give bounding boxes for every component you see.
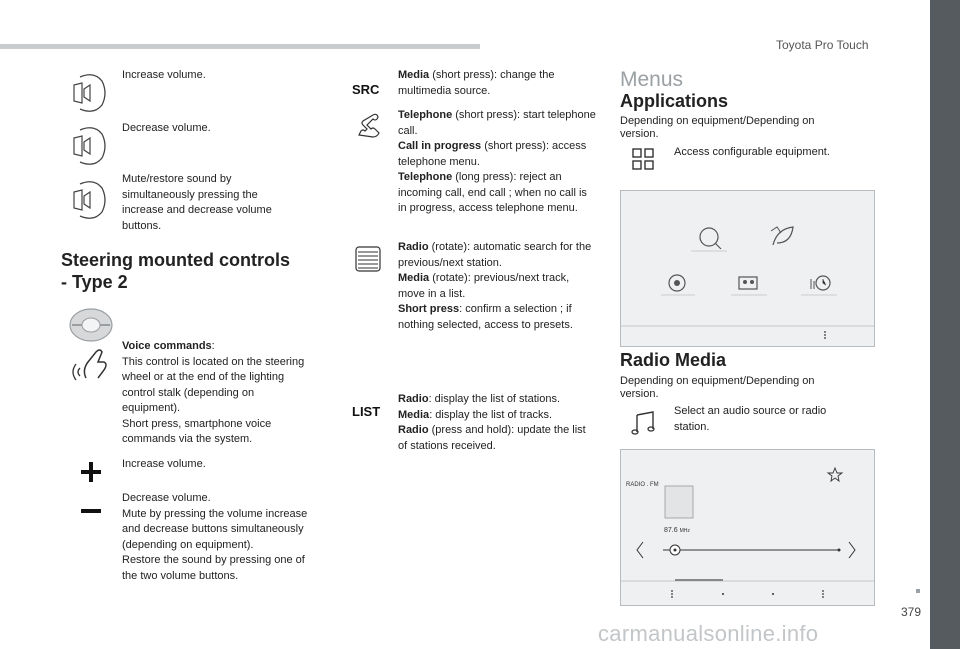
- applications-screen: [620, 190, 875, 347]
- radio-title: Radio: [398, 241, 429, 253]
- call-in-progress-title: Call in progress: [398, 140, 482, 152]
- favorite-star-icon[interactable]: [828, 468, 842, 481]
- list-media-title: Media: [398, 408, 430, 421]
- header-title: Toyota Pro Touch: [776, 38, 869, 52]
- list-label: LIST: [352, 404, 381, 419]
- list-radio2-title: Radio: [398, 424, 429, 436]
- voice-command-icon: [70, 344, 112, 384]
- next-station-icon[interactable]: [849, 542, 855, 558]
- voice-commands-text: This control is located on the steering wheel or at the end of the lighting control stalk (depending on equipment).: [122, 355, 305, 414]
- bottom-menu-icons[interactable]: [671, 590, 824, 598]
- radio-frequency-value: 87.6: [664, 527, 678, 534]
- steering-volume-down-icon: [70, 124, 112, 168]
- list-block: [398, 392, 596, 454]
- voice-commands-text2: Short press, smartphone voice commands via the system.: [122, 417, 272, 445]
- list-media-text: : display the list of tracks.: [429, 408, 553, 421]
- radio-media-heading: Radio Media: [620, 350, 727, 370]
- mute-text: Mute/restore sound by simultaneously pressing the increase and decrease volume buttons.: [122, 173, 272, 232]
- music-note-icon: [631, 409, 657, 435]
- top-divider-bar: [0, 44, 480, 49]
- applications-heading: Applications: [620, 91, 729, 111]
- list-radio-title: Radio: [398, 393, 429, 405]
- steering-volume-up-icon: [70, 71, 112, 115]
- minus-icon: [80, 507, 102, 515]
- radio-screen: [620, 449, 875, 606]
- sms-app-icon[interactable]: [691, 228, 727, 251]
- page-end-marker: [916, 589, 920, 593]
- applications-grid-icon: [632, 148, 654, 170]
- telephone-icon: [355, 113, 381, 139]
- steering-heading-line2: - Type 2: [61, 272, 128, 292]
- steering-wheel-icon: [68, 307, 114, 343]
- more-options-icon[interactable]: [824, 331, 826, 339]
- media-block: [398, 68, 593, 99]
- call-in-progress-text: (short press): access telephone menu.: [398, 140, 587, 168]
- previous-station-icon[interactable]: [637, 542, 643, 558]
- telephone-text: (short press): start telephone call.: [398, 109, 596, 137]
- plus-icon: [80, 461, 102, 483]
- telephone-block: [398, 108, 596, 217]
- voice-commands-title: Voice commands: [122, 340, 212, 352]
- menus-heading: Menus: [620, 68, 684, 91]
- restore-sound-text: Restore the sound by pressing one of the two volume buttons.: [122, 554, 305, 582]
- radio-screen-graphics: [621, 450, 874, 605]
- active-tab-indicator: [675, 579, 723, 581]
- media-rotate-text: (rotate): previous/next track, move in a list.: [398, 272, 570, 300]
- steering-mute-icon: [70, 178, 112, 222]
- radio-text: (rotate): automatic search for the previous/next station.: [398, 241, 592, 269]
- thumbwheel-icon: [355, 246, 381, 272]
- list-radio2-text: (press and hold): update the list of stations received.: [398, 424, 586, 452]
- radio-media-text: Depending on equipment/Depending on version.: [620, 375, 815, 400]
- watermark: carmanualsonline.info: [598, 621, 819, 646]
- decrease-volume-text-2: Decrease volume.: [122, 492, 211, 504]
- timer-app-icon[interactable]: [801, 276, 837, 295]
- applications-access-text: Access configurable equipment.: [674, 146, 830, 158]
- decrease-volume-text-1: Decrease volume.: [122, 122, 211, 134]
- voice-commands-block: Voice commands: This control is located on the steering wheel or at the end of the lighting control stalk (depending on equipment). Short press, smartphone voice commands via the system.: [122, 340, 305, 445]
- telephone-title: Telephone: [398, 109, 453, 121]
- decrease-volume-block: [122, 491, 314, 584]
- radio-frequency-unit: MHz: [679, 528, 690, 534]
- list-radio-text: : display the list of stations.: [428, 393, 561, 405]
- decrease-volume-detail: Mute by pressing the volume increase and decrease buttons simultaneously (depending on equipment).: [122, 507, 308, 551]
- applications-text: Depending on equipment/Depending on version.: [620, 115, 815, 140]
- contacts-app-icon[interactable]: [731, 277, 767, 295]
- increase-volume-text-2: Increase volume.: [122, 458, 206, 470]
- media-text: (short press): change the multimedia source.: [398, 69, 555, 97]
- album-art-placeholder: [665, 486, 693, 518]
- telephone-long-text: (long press): reject an incoming call, end call ; when no call is in progress, access telephone menu.: [398, 171, 587, 214]
- media-rotate-title: Media: [398, 272, 430, 284]
- page-number: 379: [901, 605, 922, 619]
- telephone-long-title: Telephone: [398, 171, 453, 183]
- right-side-band: [930, 0, 960, 649]
- radio-band-label: RADIO . FM: [626, 482, 659, 488]
- media-title: Media: [398, 69, 430, 81]
- increase-volume-text-1: Increase volume.: [122, 69, 206, 81]
- src-label: SRC: [352, 82, 380, 97]
- short-press-title: Short press: [398, 303, 460, 315]
- steering-heading-line1: Steering mounted controls: [61, 250, 291, 270]
- settings-app-icon[interactable]: [661, 275, 695, 295]
- eco-app-icon[interactable]: [771, 227, 793, 245]
- applications-screen-icons: [621, 191, 874, 346]
- radio-rotate-block: [398, 240, 596, 333]
- radio-select-text: Select an audio source or radio station.: [674, 405, 827, 433]
- short-press-text: : confirm a selection ; if nothing selected, access to presets.: [398, 303, 573, 331]
